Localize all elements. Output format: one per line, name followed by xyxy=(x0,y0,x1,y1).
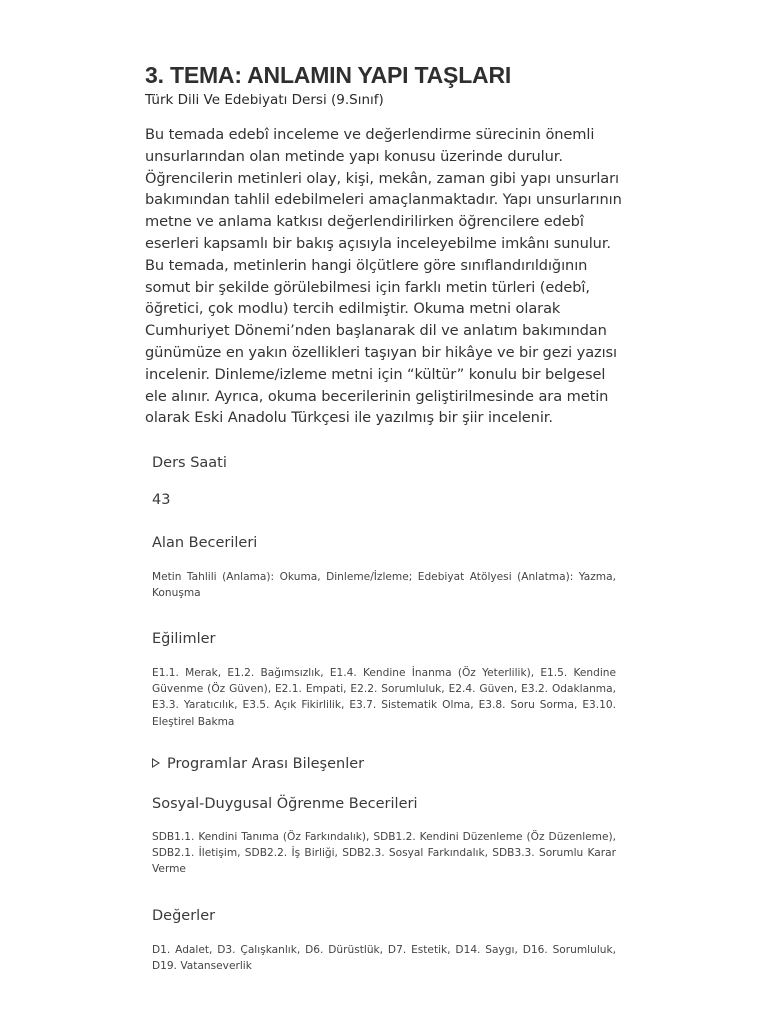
alan-becerileri-label: Alan Becerileri xyxy=(152,535,258,551)
egilimler-value: E1.1. Merak, E1.2. Bağımsızlık, E1.4. Kendine İnanma (Öz Yeterlilik), E1.5. Kendine Güvenme (Öz Güven), E2.1. Empati, E2.2. Sorumluluk, E2.4. Güven, E3.2. Odaklanma, E3.3. Yaratıcılık, E3.5. Açık Fikirlilik, E3.7. Sistematik Olma, E3.8. Soru Sorma, E3.10. Eleştirel Bakma xyxy=(152,667,616,728)
disclosure-triangle-icon xyxy=(152,758,160,768)
egilimler-label: Eğilimler xyxy=(152,631,216,647)
alan-becerileri-value: Metin Tahlili (Anlama): Okuma, Dinleme/İzleme; Edebiyat Atölyesi (Anlatma): Yazma, Konuşma xyxy=(152,571,616,600)
sdob-label: Sosyal-Duygusal Öğrenme Becerileri xyxy=(152,796,418,812)
sdob-value: SDB1.1. Kendini Tanıma (Öz Farkındalık), SDB1.2. Kendini Düzenleme (Öz Düzenleme), SDB2.1. İletişim, SDB2.2. İş Birliği, SDB2.3. Sosyal Farkındalık, SDB3.3. Sorumlu Karar Verme xyxy=(152,831,616,876)
page-subtitle: Türk Dili Ve Edebiyatı Dersi (9.Sınıf) xyxy=(145,92,384,108)
page-title: 3. TEMA: ANLAMIN YAPI TAŞLARI xyxy=(145,62,512,88)
programlar-arasi-toggle[interactable] xyxy=(152,754,364,774)
intro-paragraph: Bu temada edebî inceleme ve değerlendirme sürecinin önemli unsurlarından olan metinde yapı konusu üzerinde durulur. Öğrencilerin metinleri olay, kişi, mekân, zaman gibi yapı unsurları bakımından tahlil edebilmeleri amaçlanmaktadır. Yapı unsurlarının metne ve anlama katkısı değerlendirilirken öğrencilere edebî eserleri kapsamlı bir bakış açısıyla inceleyebilme imkânı sunulur. Bu temada, metinlerin hangi ölçütlere göre sınıflandırıldığının somut bir şekilde görülebilmesi için farklı metin türleri (edebî, öğretici, çok modlu) tercih edilmiştir. Okuma metni olarak Cumhuriyet Dönemi’nden başlanarak dil ve anlatım bakımından günümüze en yakın özellikleri taşıyan bir hikâye ve bir gezi yazısı incelenir. Dinleme/izleme metni için “kültür” konulu bir belgesel ele alınır. Ayrıca, okuma becerilerinin geliştirilmesinde ara metin olarak Eski Anadolu Türkçesi ile yazılmış bir şiir incelenir. xyxy=(145,126,622,427)
ders-saati-label: Ders Saati xyxy=(152,455,227,471)
programlar-arasi-label: Programlar Arası Bileşenler xyxy=(167,756,365,772)
degerler-value: D1. Adalet, D3. Çalışkanlık, D6. Dürüstlük, D7. Estetik, D14. Saygı, D16. Sorumluluk, D19. Vatanseverlik xyxy=(152,944,616,973)
ders-saati-value: 43 xyxy=(152,492,171,508)
degerler-label: Değerler xyxy=(152,908,216,924)
